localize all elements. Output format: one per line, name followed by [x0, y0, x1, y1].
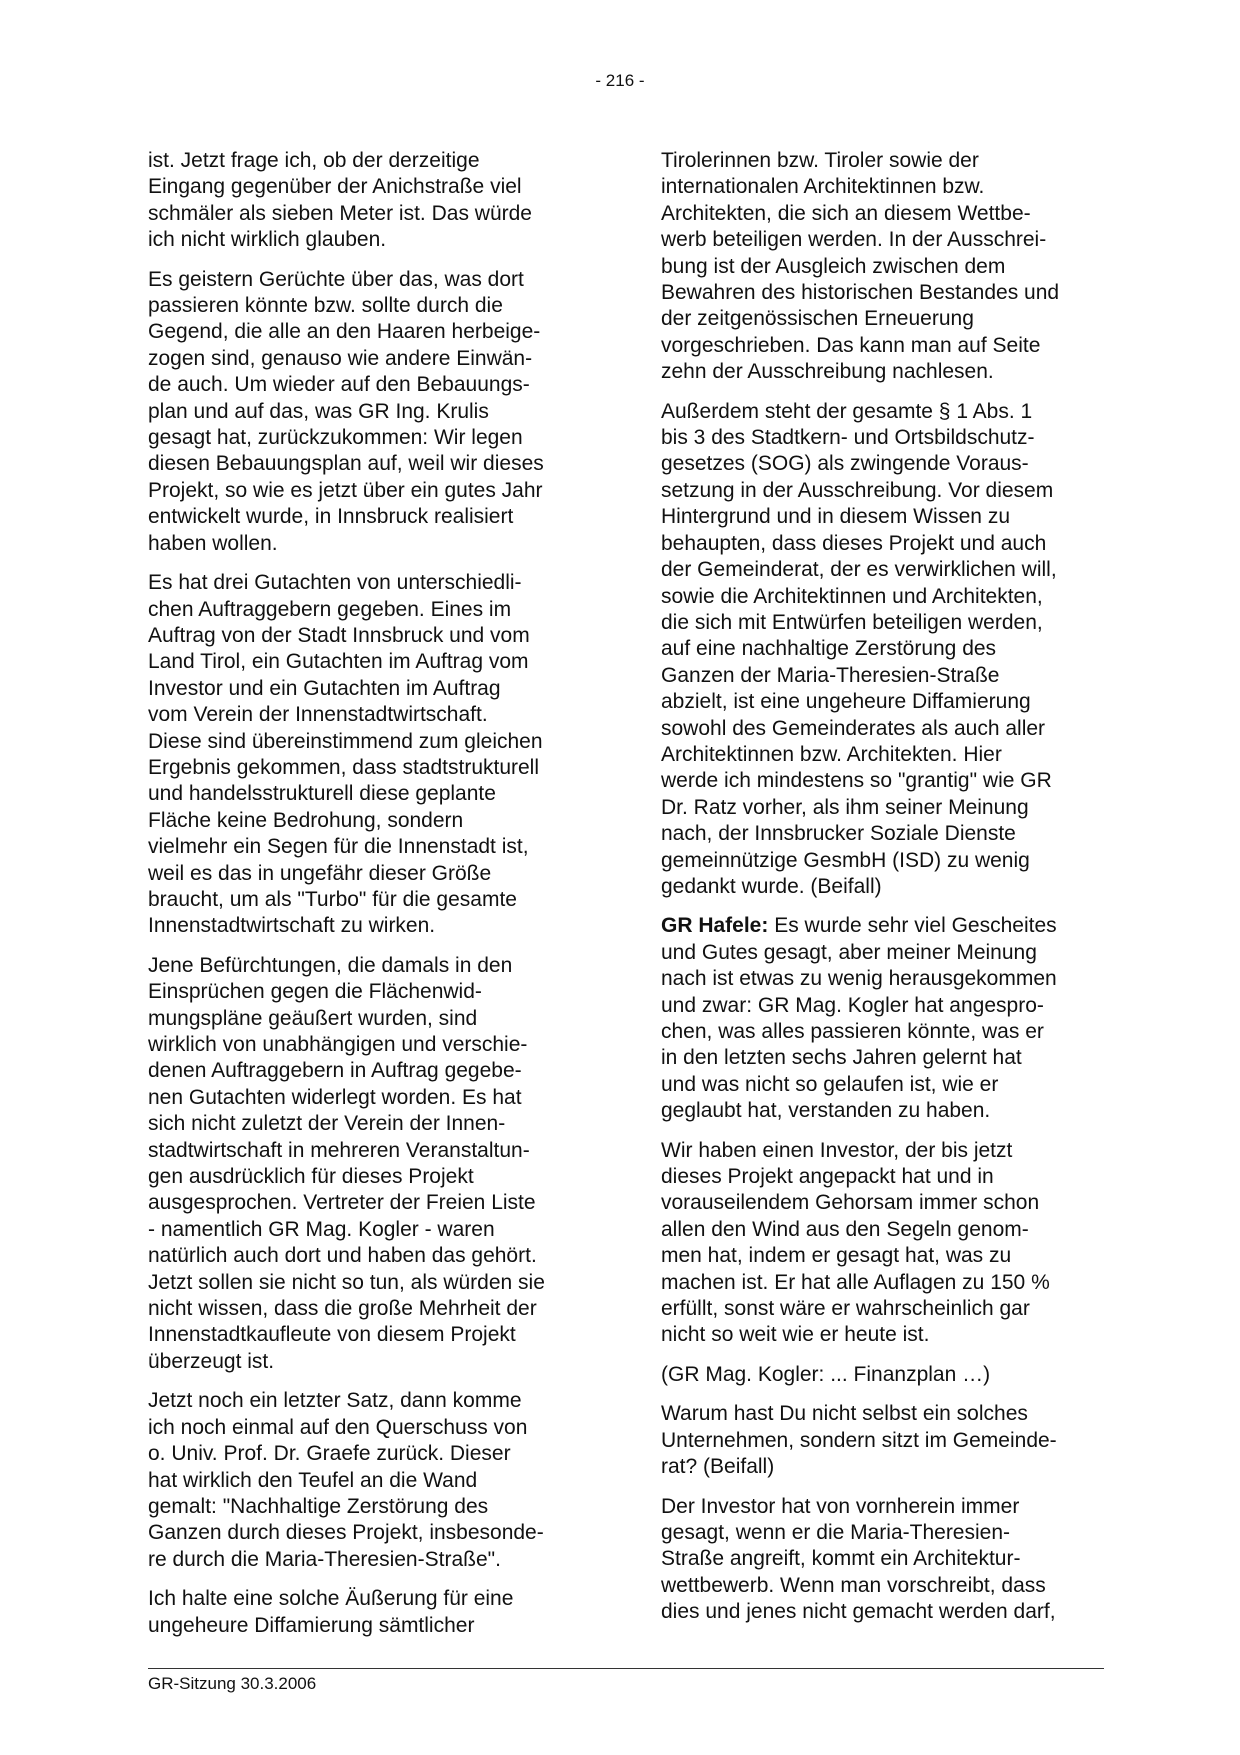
paragraph: [148, 1586, 588, 1639]
text-line: - namentlich GR Mag. Kogler - waren: [148, 1217, 495, 1241]
text-line: überzeugt ist.: [148, 1349, 275, 1373]
text-line: gesagt hat, zurückzukommen: Wir legen: [148, 426, 523, 450]
text-line: Es geistern Gerüchte über das, was dort: [148, 267, 524, 291]
speech-text: Es wurde sehr viel Gescheites: [768, 914, 1057, 938]
speaker-name: GR Hafele:: [661, 914, 769, 938]
text-line: ich nicht wirklich glauben.: [148, 228, 387, 252]
text-line: allen den Wind aus den Segeln genom-: [661, 1217, 1029, 1241]
text-line: Ich halte eine solche Äußerung für eine: [148, 1587, 514, 1611]
text-line: sowohl des Gemeinderates als auch aller: [661, 716, 1046, 740]
text-line: chen, was alles passieren könnte, was er: [661, 1020, 1044, 1043]
paragraph: [661, 148, 1108, 386]
text-line: und zwar: GR Mag. Kogler hat angespro-: [661, 993, 1044, 1017]
text-line: nach, der Innsbrucker Soziale Dienste: [661, 822, 1016, 846]
text-line: Architekten, die sich an diesem Wettbe-: [661, 201, 1031, 225]
text-line: de auch. Um wieder auf den Bebauungs-: [148, 373, 530, 397]
text-line: Es hat drei Gutachten von unterschiedli-: [148, 571, 522, 595]
text-line: behaupten, dass dieses Projekt und auch: [661, 531, 1047, 555]
text-line: und handelsstrukturell diese geplante: [148, 782, 496, 806]
text-line: haben wollen.: [148, 531, 278, 555]
footer-divider: [148, 1668, 1104, 1669]
text-line: Wir haben einen Investor, der bis jetzt: [661, 1138, 1013, 1162]
text-line: Innenstadtkaufleute von diesem Projekt: [148, 1323, 516, 1347]
text-line: weil es das in ungefähr dieser Größe: [148, 861, 492, 885]
text-line: Außerdem steht der gesamte § 1 Abs. 1: [661, 399, 1033, 423]
text-line: gemeinnützige GesmbH (ISD) zu wenig: [661, 848, 1030, 872]
paragraph: [661, 1401, 1108, 1480]
text-line: braucht, um als "Turbo" für die gesamte: [148, 887, 517, 911]
text-line: Hintergrund und in diesem Wissen zu: [661, 505, 1011, 529]
text-line: vorauseilendem Gehorsam immer schon: [661, 1191, 1040, 1215]
text-line: machen ist. Er hat alle Auflagen zu 150 %: [661, 1270, 1050, 1294]
text-line: zehn der Ausschreibung nachlesen.: [661, 360, 994, 384]
text-line: o. Univ. Prof. Dr. Graefe zurück. Dieser: [148, 1442, 511, 1466]
text-line: der zeitgenössischen Erneuerung: [661, 307, 974, 331]
text-line: Bewahren des historischen Bestandes und: [661, 281, 1060, 305]
text-line: ich noch einmal auf den Querschuss von: [148, 1415, 528, 1439]
text-line: denen Auftraggebern in Auftrag gegebe-: [148, 1059, 522, 1083]
text-line: passieren könnte bzw. sollte durch die: [148, 294, 503, 318]
paragraph: [661, 913, 1108, 1124]
text-line: dieses Projekt angepackt hat und in: [661, 1165, 994, 1189]
text-line: Unternehmen, sondern sitzt im Gemeinde-: [661, 1428, 1057, 1452]
text-line: nach ist etwas zu wenig herausgekommen: [661, 967, 1057, 991]
text-line: Jetzt sollen sie nicht so tun, als würden sie: [148, 1270, 545, 1294]
text-line: Investor und ein Gutachten im Auftrag: [148, 676, 501, 700]
text-line: abzielt, ist eine ungeheure Diffamierung: [661, 690, 1031, 714]
text-line: vom Verein der Innenstadtwirtschaft.: [148, 703, 488, 727]
text-line: vorgeschrieben. Das kann man auf Seite: [661, 333, 1041, 357]
paragraph: [148, 570, 588, 940]
text-line: Dr. Ratz vorher, als ihm seiner Meinung: [661, 795, 1029, 819]
text-line: ist. Jetzt frage ich, ob der derzeitige: [148, 149, 480, 172]
paragraph: [148, 148, 588, 254]
text-line: Straße angreift, kommt ein Architektur-: [661, 1547, 1021, 1571]
text-line: der Gemeinderat, der es verwirklichen will,: [661, 558, 1057, 582]
text-line: in den letzten sechs Jahren gelernt hat: [661, 1046, 1022, 1070]
text-line: wettbewerb. Wenn man vorschreibt, dass: [661, 1573, 1046, 1597]
text-line: und was nicht so gelaufen ist, wie er: [661, 1072, 999, 1096]
text-line: entwickelt wurde, in Innsbruck realisiert: [148, 505, 514, 529]
text-line: mungspläne geäußert wurden, sind: [148, 1006, 478, 1030]
text-line: natürlich auch dort und haben das gehört.: [148, 1244, 537, 1268]
text-line: nicht so weit wie er heute ist.: [661, 1323, 930, 1347]
text-line: men hat, indem er gesagt hat, was zu: [661, 1244, 1012, 1268]
text-line: dies und jenes nicht gemacht werden darf,: [661, 1600, 1056, 1624]
text-line: erfüllt, sonst wäre er wahrscheinlich gar: [661, 1297, 1030, 1321]
text-line: Tirolerinnen bzw. Tiroler sowie der: [661, 149, 979, 172]
right-text-column: [661, 148, 1108, 1639]
text-line: Fläche keine Bedrohung, sondern: [148, 808, 464, 832]
paragraph: [661, 399, 1108, 901]
text-line: Ganzen der Maria-Theresien-Straße: [661, 663, 1000, 687]
footer-session-label: GR-Sitzung 30.3.2006: [148, 1674, 317, 1693]
text-line: Jene Befürchtungen, die damals in den: [148, 953, 513, 977]
text-line: (GR Mag. Kogler: ... Finanzplan …): [661, 1362, 991, 1386]
text-line: Einsprüchen gegen die Flächenwid-: [148, 980, 482, 1004]
text-line: hat wirklich den Teufel an die Wand: [148, 1468, 478, 1492]
text-line: werb beteiligen werden. In der Ausschrei-: [661, 228, 1047, 252]
text-line: die sich mit Entwürfen beteiligen werden,: [661, 610, 1043, 634]
text-line: und Gutes gesagt, aber meiner Meinung: [661, 940, 1037, 964]
text-line: Eingang gegenüber der Anichstraße viel: [148, 175, 522, 199]
text-line: gen ausdrücklich für dieses Projekt: [148, 1165, 474, 1189]
text-line: setzung in der Ausschreibung. Vor diesem: [661, 478, 1054, 502]
paragraph: [148, 953, 588, 1376]
text-line: sowie die Architektinnen und Architekten,: [661, 584, 1043, 608]
text-line: vielmehr ein Segen für die Innenstadt ist,: [148, 835, 529, 859]
text-line: bung ist der Ausgleich zwischen dem: [661, 254, 1006, 278]
text-line: Der Investor hat von vornherein immer: [661, 1494, 1020, 1518]
text-line: chen Auftraggebern gegeben. Eines im: [148, 597, 512, 621]
text-line: internationalen Architektinnen bzw.: [661, 175, 985, 199]
text-line: gesetzes (SOG) als zwingende Voraus-: [661, 452, 1029, 476]
text-line: Auftrag von der Stadt Innsbruck und vom: [148, 623, 530, 647]
paragraph: [661, 1494, 1108, 1626]
text-line: re durch die Maria-Theresien-Straße".: [148, 1547, 501, 1571]
text-line: nen Gutachten widerlegt worden. Es hat: [148, 1085, 522, 1109]
text-line: ausgesprochen. Vertreter der Freien Liste: [148, 1191, 536, 1215]
text-line: zogen sind, genauso wie andere Einwän-: [148, 346, 533, 370]
paragraph: [148, 267, 588, 557]
text-line: nicht wissen, dass die große Mehrheit der: [148, 1297, 537, 1321]
text-line: Projekt, so wie es jetzt über ein gutes Jahr: [148, 478, 543, 502]
text-line: rat? (Beifall): [661, 1455, 775, 1479]
text-line: Land Tirol, ein Gutachten im Auftrag vom: [148, 650, 529, 674]
text-line: gemalt: "Nachhaltige Zerstörung des: [148, 1494, 489, 1518]
text-line: Ergebnis gekommen, dass stadtstrukturell: [148, 755, 540, 779]
paragraph: [148, 1388, 588, 1573]
text-line: gedankt wurde. (Beifall): [661, 874, 882, 898]
paragraph: [661, 1362, 1108, 1388]
text-line: Architektinnen bzw. Architekten. Hier: [661, 742, 1002, 766]
text-line: [661, 913, 1108, 939]
text-line: auf eine nachhaltige Zerstörung des: [661, 637, 997, 661]
text-line: Innenstadtwirtschaft zu wirken.: [148, 914, 436, 938]
text-line: ungeheure Diffamierung sämtlicher: [148, 1613, 475, 1637]
text-line: Diese sind übereinstimmend zum gleichen: [148, 729, 543, 753]
text-line: diesen Bebauungsplan auf, weil wir dieses: [148, 452, 544, 476]
text-line: plan und auf das, was GR Ing. Krulis: [148, 399, 489, 423]
page-number: - 216 -: [595, 71, 645, 90]
left-text-column: [148, 148, 588, 1652]
text-line: bis 3 des Stadtkern- und Ortsbildschutz-: [661, 426, 1035, 450]
text-line: gesagt, wenn er die Maria-Theresien-: [661, 1520, 1011, 1544]
text-line: stadtwirtschaft in mehreren Veranstaltun-: [148, 1138, 530, 1162]
text-line: schmäler als sieben Meter ist. Das würde: [148, 201, 532, 225]
text-line: Ganzen durch dieses Projekt, insbesonde-: [148, 1521, 544, 1545]
text-line: werde ich mindestens so "grantig" wie GR: [661, 769, 1052, 793]
text-line: Warum hast Du nicht selbst ein solches: [661, 1402, 1028, 1426]
paragraph: [661, 1138, 1108, 1349]
text-line: wirklich von unabhängigen und verschie-: [148, 1033, 528, 1056]
text-line: sich nicht zuletzt der Verein der Innen-: [148, 1112, 506, 1136]
text-line: Jetzt noch ein letzter Satz, dann komme: [148, 1389, 522, 1413]
text-line: geglaubt hat, verstanden zu haben.: [661, 1099, 991, 1123]
text-line: Gegend, die alle an den Haaren herbeige-: [148, 320, 541, 344]
